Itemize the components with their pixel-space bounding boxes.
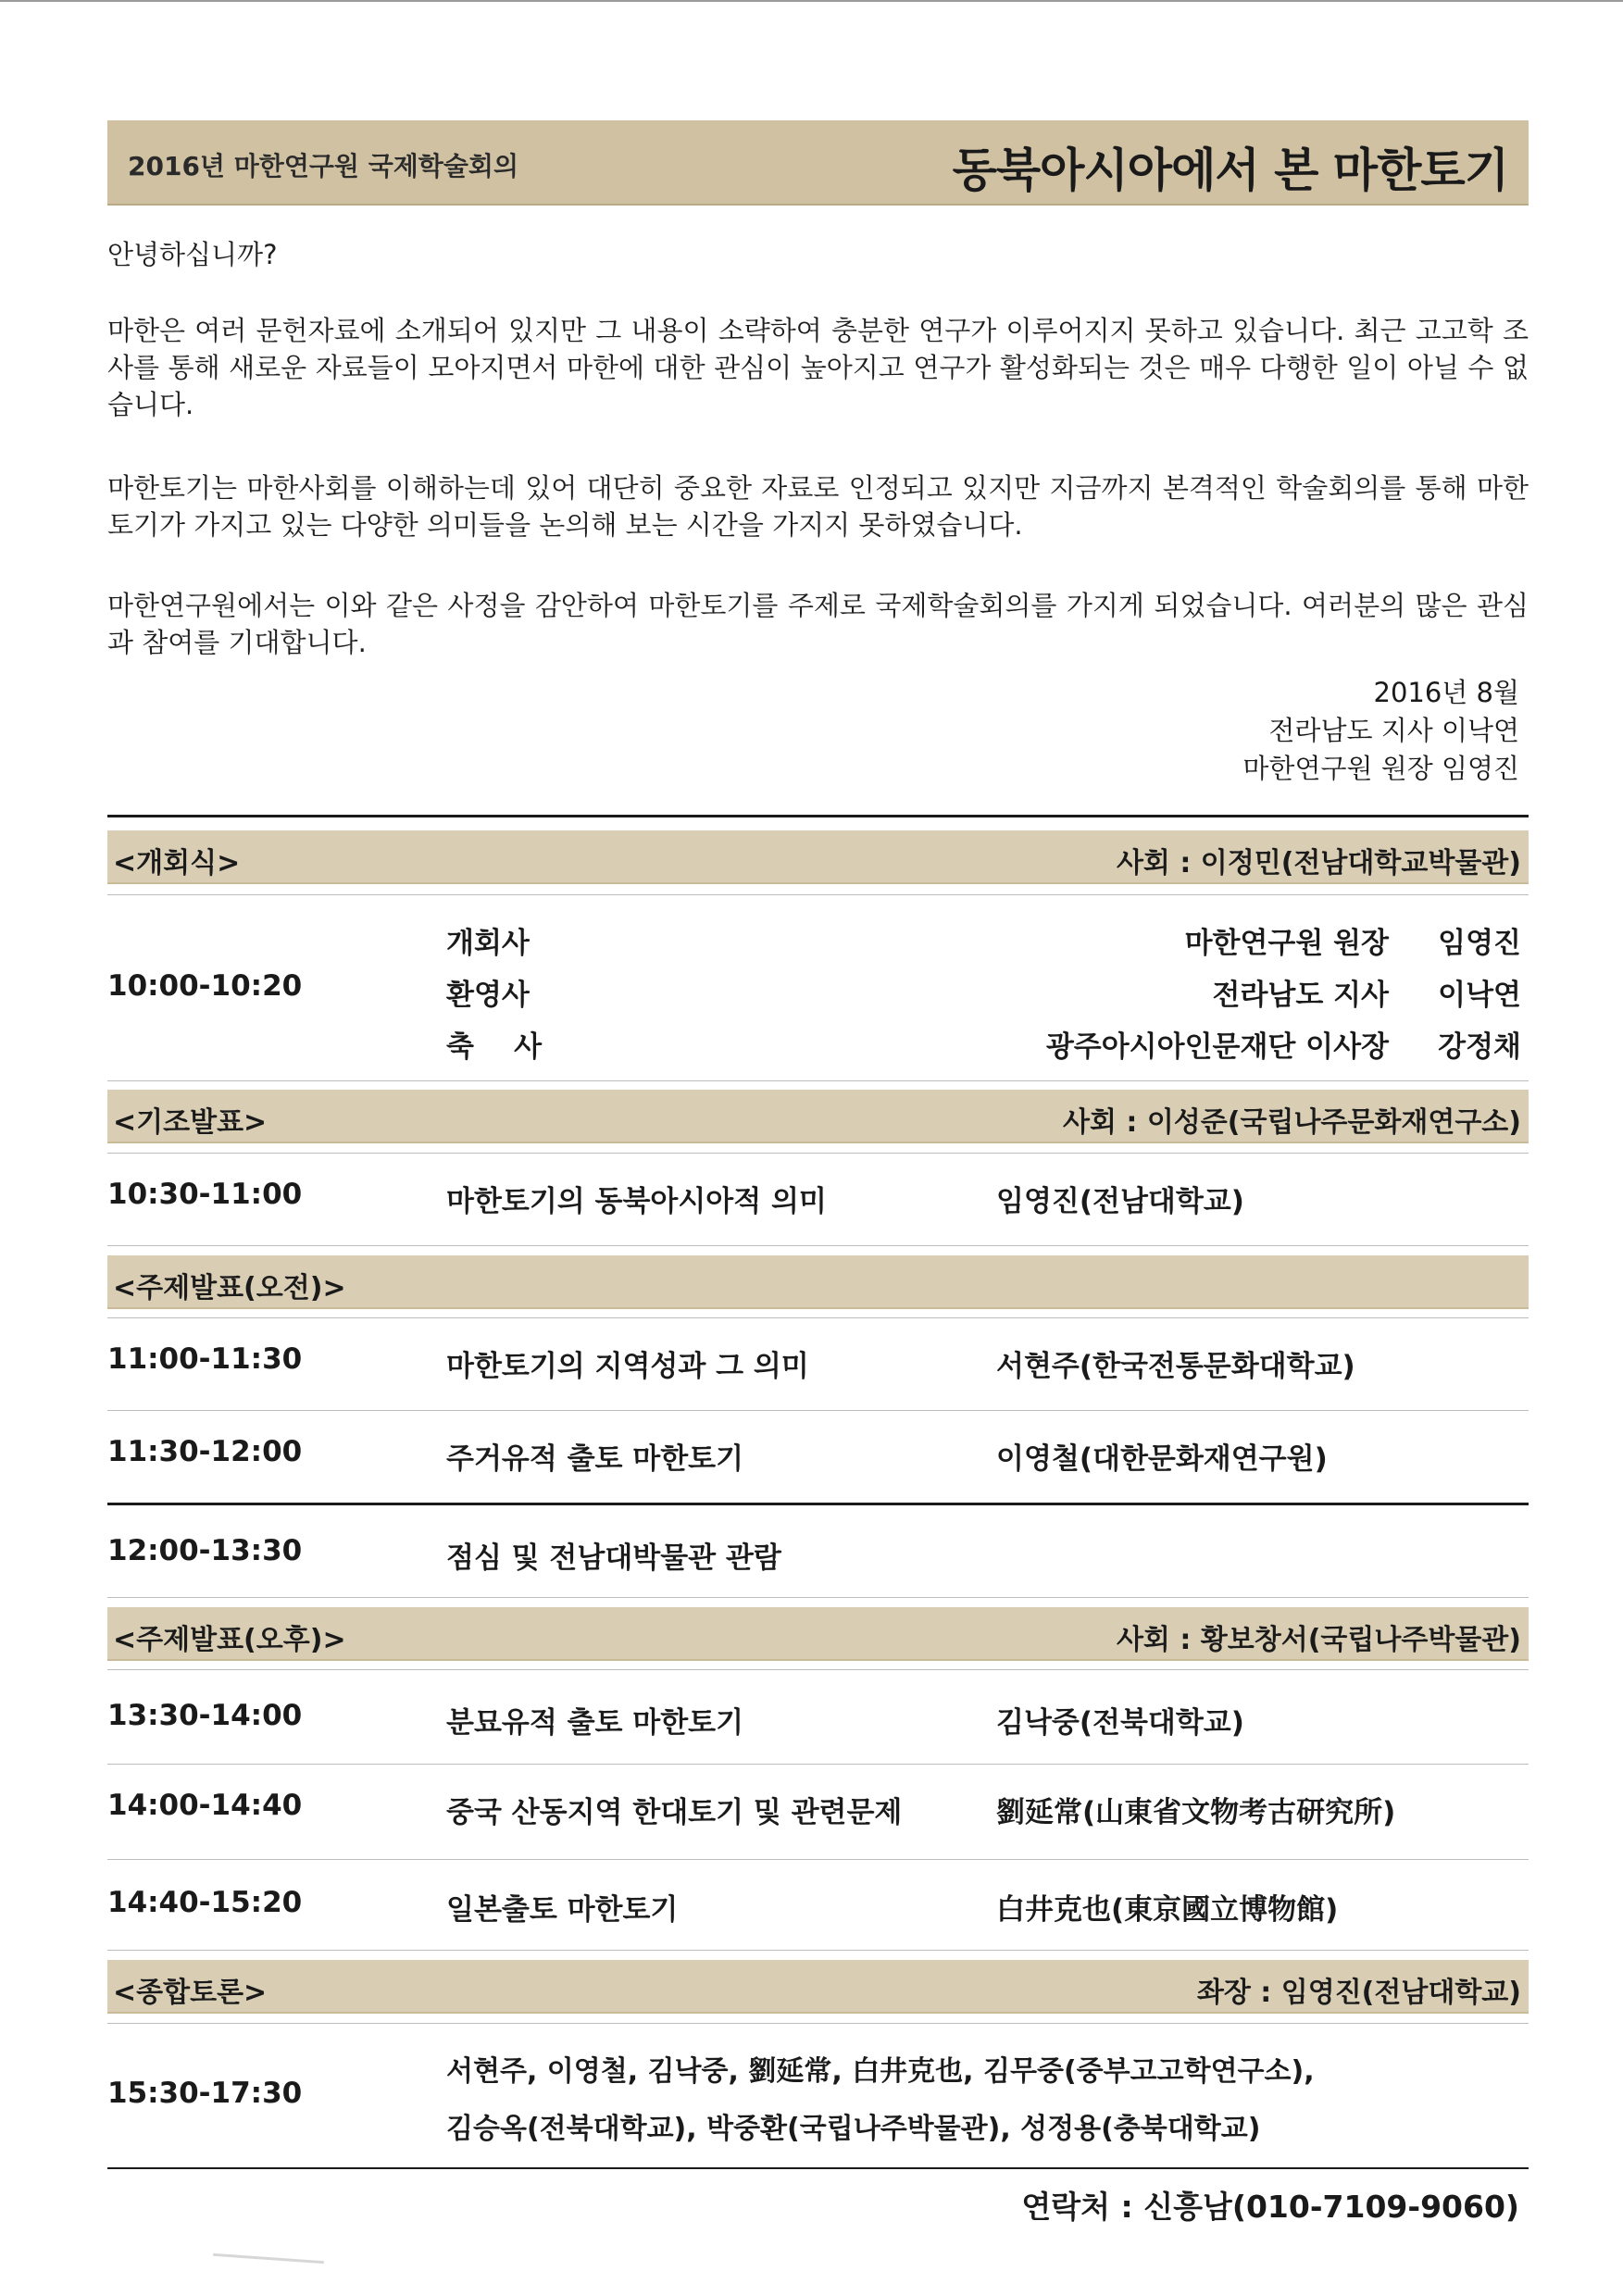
section-divider (107, 815, 1529, 817)
discussion-panel-line-1: 서현주, 이영철, 김낙중, 劉延常, 白井克也, 김무중(중부고고학연구소), (446, 2055, 1315, 2088)
session-time: 11:00-11:30 (107, 1342, 303, 1376)
keynote-moderator: 사회 : 이성준(국립나주문화재연구소) (1062, 1106, 1521, 1139)
row-divider (107, 1153, 1529, 1154)
signature-line-2: 마한연구원 원장 임영진 (1242, 753, 1519, 784)
morning-section-header (107, 1255, 1529, 1309)
afternoon-section-header (107, 1607, 1529, 1661)
opening-item-label: 환영사 (446, 979, 530, 1012)
session-topic: 마한토기의 지역성과 그 의미 (446, 1350, 809, 1383)
title-banner (107, 120, 1529, 206)
discussion-section-header (107, 1960, 1529, 2014)
opening-item-label: 축 사 (446, 1030, 543, 1064)
opening-item-name: 임영진 (1438, 927, 1521, 960)
intro-paragraph-3: 마한연구원에서는 이와 같은 사정을 감안하여 마한토기를 주제로 국제학술회의를 가지게 되었습니다. 여러분의 많은 관심과 참여를 기대합니다. (107, 590, 1529, 658)
contact-info: 연락처 : 신흥남(010-7109-9060) (1021, 2189, 1519, 2225)
opening-item-name: 이낙연 (1438, 979, 1521, 1012)
row-divider (107, 1317, 1529, 1318)
row-divider (107, 1669, 1529, 1670)
session-topic: 분묘유적 출토 마한토기 (446, 1706, 744, 1740)
conference-title: 동북아시아에서 본 마한토기 (952, 144, 1508, 197)
discussion-moderator: 좌장 : 임영진(전남대학교) (1196, 1977, 1521, 2009)
keynote-section-header (107, 1090, 1529, 1143)
intro-paragraph-1: 마한은 여러 문헌자료에 소개되어 있지만 그 내용이 소략하여 충분한 연구가 이루어지지 못하고 있습니다. 최근 고고학 조사를 통해 새로운 자료들이 모아지면서 마한에 대한 관심이 높아지고 연구가 활성화되는 것은 매우 다행한 일이 아닐 수 없습니다. (107, 315, 1529, 420)
signature-block (1242, 674, 1519, 788)
discussion-panel-line-2: 김승옥(전북대학교), 박중환(국립나주박물관), 성정용(충북대학교) (446, 2113, 1261, 2145)
session-topic: 중국 산동지역 한대토기 및 관련문제 (446, 1796, 903, 1829)
opening-item-role: 광주아시아인문재단 이사장 (1045, 1030, 1389, 1064)
afternoon-moderator: 사회 : 황보창서(국립나주박물관) (1116, 1624, 1521, 1656)
row-divider (107, 1597, 1529, 1598)
scan-smudge (213, 2253, 324, 2264)
session-time: 13:30-14:00 (107, 1699, 303, 1732)
opening-item-label: 개회사 (446, 927, 530, 960)
session-time: 10:30-11:00 (107, 1178, 303, 1211)
afternoon-heading: <주제발표(오후)> (113, 1624, 346, 1656)
opening-time: 10:00-10:20 (107, 969, 303, 1003)
signature-date: 2016년 8월 (1373, 677, 1519, 708)
conference-subtitle: 2016년 마한연구원 국제학술회의 (128, 151, 519, 181)
row-divider (107, 1950, 1529, 1951)
session-speaker: 이영철(대한문화재연구원) (996, 1442, 1328, 1476)
session-speaker: 임영진(전남대학교) (996, 1185, 1244, 1218)
keynote-heading: <기조발표> (113, 1106, 268, 1139)
row-divider (107, 1410, 1529, 1411)
greeting: 안녕하십니까? (107, 239, 278, 270)
morning-heading: <주제발표(오전)> (113, 1272, 346, 1304)
session-speaker: 서현주(한국전통문화대학교) (996, 1350, 1355, 1383)
session-time: 14:40-15:20 (107, 1886, 303, 1919)
session-speaker: 김낙중(전북대학교) (996, 1706, 1244, 1740)
session-time: 11:30-12:00 (107, 1435, 303, 1468)
opening-item-role: 마한연구원 원장 (1184, 927, 1389, 960)
signature-line-1: 전라남도 지사 이낙연 (1268, 715, 1519, 746)
top-border (0, 0, 1623, 2)
row-divider (107, 894, 1529, 895)
row-divider (107, 2023, 1529, 2024)
discussion-time: 15:30-17:30 (107, 2077, 303, 2110)
intro-paragraph-2: 마한토기는 마한사회를 이해하는데 있어 대단히 중요한 자료로 인정되고 있지만 지금까지 본격적인 학술회의를 통해 마한토기가 가지고 있는 다양한 의미들을 논의해 보는 시간을 가지지 못하였습니다. (107, 472, 1529, 541)
section-divider (107, 1503, 1529, 1505)
row-divider (107, 1245, 1529, 1246)
row-divider (107, 1764, 1529, 1765)
session-time: 14:00-14:40 (107, 1789, 303, 1822)
session-speaker: 白井克也(東京國立博物館) (996, 1893, 1339, 1927)
section-divider (107, 2167, 1529, 2169)
session-speaker: 劉延常(山東省文物考古研究所) (996, 1796, 1396, 1829)
row-divider (107, 1080, 1529, 1081)
opening-heading: <개회식> (113, 847, 241, 880)
session-topic: 마한토기의 동북아시아적 의미 (446, 1185, 827, 1218)
opening-item-role: 전라남도 지사 (1212, 979, 1389, 1012)
row-divider (107, 1859, 1529, 1860)
lunch-topic: 점심 및 전남대박물관 관람 (446, 1541, 781, 1575)
opening-moderator: 사회 : 이정민(전남대학교박물관) (1116, 847, 1521, 880)
opening-section-header (107, 830, 1529, 884)
session-topic: 주거유적 출토 마한토기 (446, 1442, 744, 1476)
discussion-heading: <종합토론> (113, 1977, 268, 2009)
session-topic: 일본출토 마한토기 (446, 1893, 679, 1927)
lunch-time: 12:00-13:30 (107, 1534, 303, 1567)
opening-item-name: 강정채 (1438, 1030, 1521, 1064)
